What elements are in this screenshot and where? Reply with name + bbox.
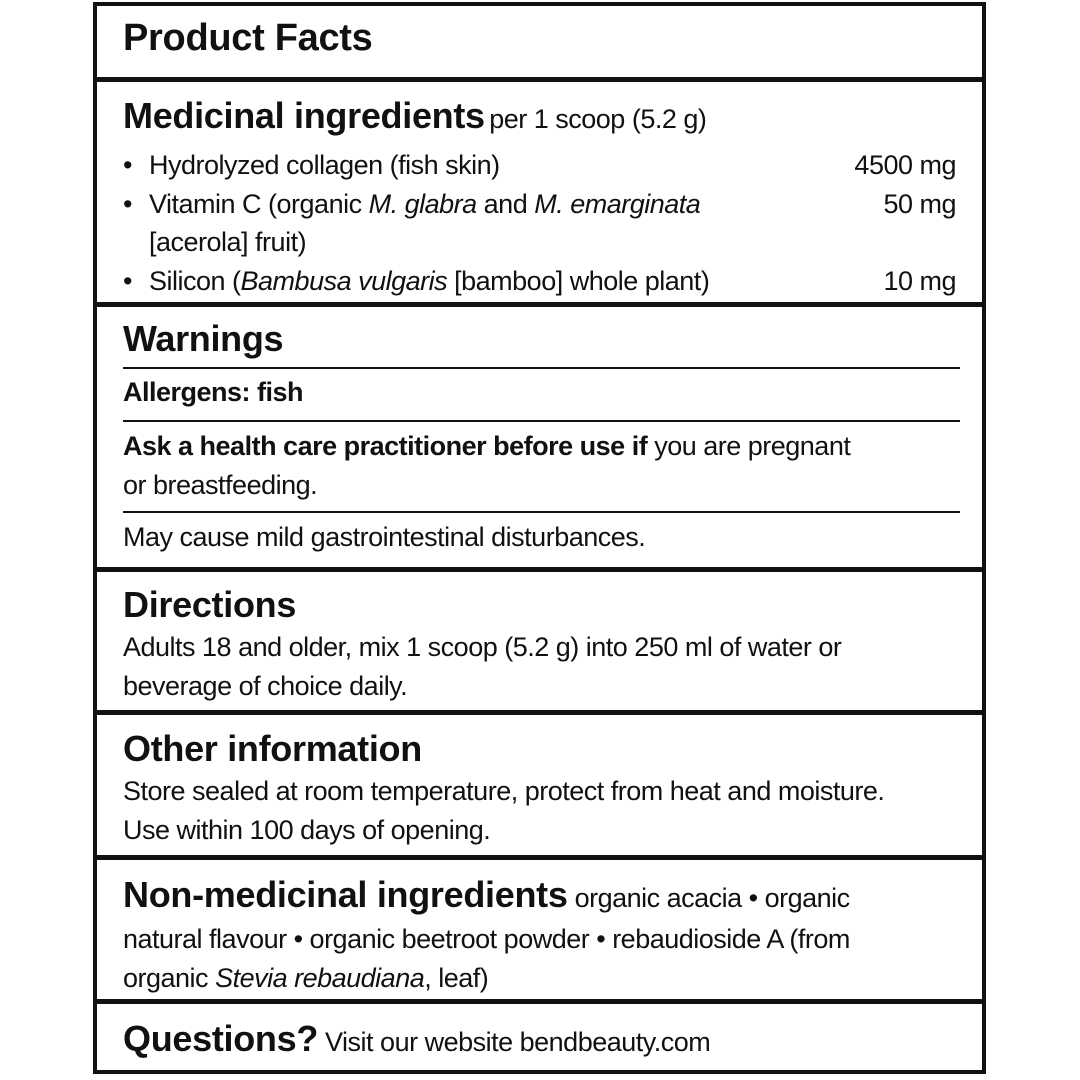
ask-bold: Ask a health care practitioner before use if	[123, 431, 648, 461]
medicinal-heading: Medicinal ingredients	[123, 95, 485, 136]
title-section	[97, 16, 982, 60]
other-info-section	[97, 726, 982, 849]
medicinal-per: per 1 scoop (5.2 g)	[489, 104, 707, 134]
directions-line: beverage of choice daily.	[123, 670, 408, 701]
divider	[97, 77, 982, 82]
ingredient-amount: 10 mg	[883, 265, 956, 296]
bullet: •	[123, 188, 132, 219]
nonmedicinal-line-end: , leaf)	[424, 962, 489, 993]
ingredient-italic: Bambusa vulgaris	[240, 265, 448, 296]
bullet: •	[123, 150, 132, 180]
nonmedicinal-line: organic	[123, 962, 216, 993]
bullet: •	[123, 265, 132, 296]
allergens-text: Allergens: fish	[123, 377, 304, 407]
ingredient-row	[123, 185, 956, 224]
divider	[97, 999, 982, 1004]
nonmedicinal-line: natural flavour • organic beetroot powder • rebaudioside A (from	[123, 924, 850, 954]
thin-rule	[123, 511, 960, 513]
ingredient-name: Silicon (	[149, 265, 241, 296]
directions-line: Adults 18 and older, mix 1 scoop (5.2 g) into 250 ml of water or	[123, 632, 842, 662]
divider	[97, 710, 982, 715]
ingredient-name-post: [bamboo] whole plant)	[447, 265, 710, 296]
ask-line2: or breastfeeding.	[123, 469, 318, 500]
warnings-section	[97, 316, 982, 362]
directions-heading: Directions	[123, 584, 297, 625]
ingredient-row	[123, 262, 956, 301]
nonmedicinal-section	[97, 872, 982, 997]
warnings-heading: Warnings	[123, 318, 284, 359]
page-title: Product Facts	[123, 17, 373, 59]
directions-section	[97, 582, 982, 705]
ingredient-continuation: [acerola] fruit)	[149, 227, 307, 257]
ingredient-amount: 4500 mg	[854, 150, 956, 180]
other-info-heading: Other information	[123, 728, 422, 769]
thin-rule	[123, 420, 960, 422]
ingredient-italic: M. emarginata	[534, 188, 701, 219]
ingredient-name-mid: and	[476, 188, 535, 219]
side-effect: May cause mild gastrointestinal disturbances.	[123, 522, 646, 552]
ask-practitioner	[97, 427, 982, 504]
divider	[97, 302, 982, 307]
ingredient-amount: 50 mg	[883, 188, 956, 219]
product-facts-panel	[93, 2, 986, 1074]
nonmedicinal-italic: Stevia rebaudiana	[215, 962, 425, 993]
ingredient-name: Vitamin C (organic	[149, 188, 369, 219]
nonmedicinal-line: organic acacia • organic	[567, 883, 850, 913]
allergens-line	[97, 373, 982, 412]
ingredient-italic: M. glabra	[368, 188, 477, 219]
divider	[97, 567, 982, 572]
divider	[97, 855, 982, 860]
questions-section	[97, 1016, 982, 1070]
ask-rest: you are pregnant	[647, 431, 851, 461]
thin-rule	[123, 367, 960, 369]
ingredient-row	[123, 146, 956, 185]
other-info-line: Store sealed at room temperature, protect from heat and moisture.	[123, 776, 885, 806]
nonmedicinal-heading: Non-medicinal ingredients	[123, 874, 568, 915]
medicinal-section	[97, 94, 982, 300]
ingredient-name: Hydrolyzed collagen (fish skin)	[149, 150, 500, 180]
questions-text: Visit our website bendbeauty.com	[318, 1027, 711, 1057]
questions-heading: Questions?	[123, 1018, 319, 1059]
other-info-line: Use within 100 days of opening.	[123, 814, 491, 845]
